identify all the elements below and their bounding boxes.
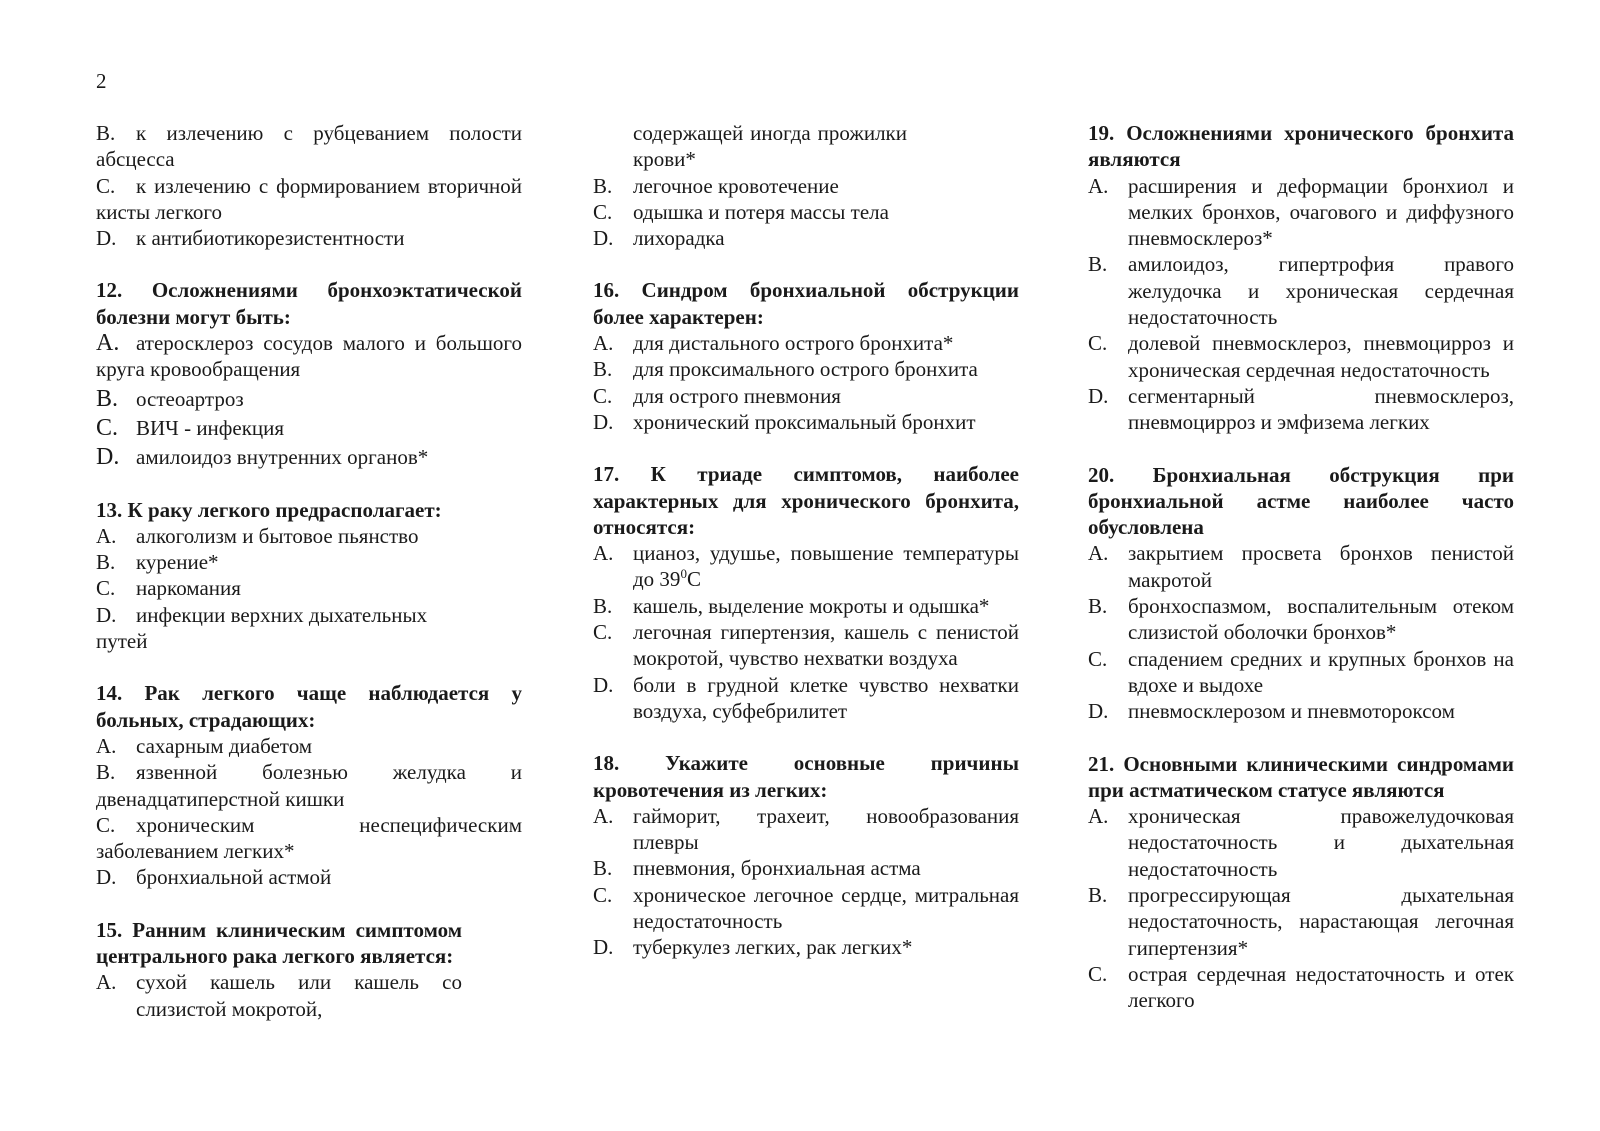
option-d: D. туберкулез легких, рак легких* bbox=[593, 935, 913, 960]
question-stem: 18. Укажите основные причины кровотечения из легких: bbox=[593, 751, 1019, 802]
column-1 bbox=[96, 120, 522, 1048]
question-stem: 15. Ранним клиническим симптомом центрального рака легкого является: bbox=[96, 917, 462, 969]
option-d: D. боли в грудной клетке чувство нехватки воздуха, субфебрилитет bbox=[593, 672, 1019, 723]
question-21 bbox=[1088, 751, 1514, 1014]
question-12 bbox=[96, 277, 522, 470]
option-c: C. острая сердечная недостаточность и отек легкого bbox=[1088, 961, 1514, 1013]
option-a: A. расширения и деформации бронхиол и мелких бронхов, очагового и диффузного пневмосклероз* bbox=[1088, 173, 1514, 251]
option-d: D. к антибиотикорезистентности bbox=[96, 226, 405, 251]
question-stem: 17. К триаде симптомов, наиболее характерных для хронического бронхита, относятся: bbox=[593, 462, 1019, 539]
option-b: B. кашель, выделение мокроты и одышка* bbox=[593, 593, 990, 618]
option-a: A. хроническая правожелудочковая недостаточность и дыхательная недостаточность bbox=[1088, 804, 1514, 881]
option-b: B. язвенной болезнью желудка и двенадцатиперстной кишки bbox=[96, 760, 522, 811]
option-a: A. для дистального острого бронхита* bbox=[593, 331, 954, 356]
option-a: A. закрытием просвета бронхов пенистой макротой bbox=[1088, 541, 1514, 592]
option-b: B. амилоидоз, гипертрофия правого желудочка и хроническая сердечная недостаточность bbox=[1088, 252, 1514, 330]
option-b: B. курение* bbox=[96, 550, 219, 575]
option-b: B. остеоартроз bbox=[96, 385, 244, 412]
option-c: C. спадением средних и крупных бронхов на вдохе и выдохе bbox=[1088, 646, 1514, 697]
option-a-continuation: содержащей иногда прожилки крови* bbox=[633, 121, 907, 172]
question-19 bbox=[1088, 120, 1514, 436]
option-a: A. атеросклероз сосудов малого и большого круга кровообращения bbox=[96, 330, 522, 382]
column-3 bbox=[1088, 120, 1514, 1040]
option-c: C. наркомания bbox=[96, 576, 241, 601]
option-a: A. сухой кашель или кашель со слизистой мокротой, bbox=[96, 970, 462, 1021]
question-13 bbox=[96, 497, 522, 655]
option-d: D. сегментарный пневмосклероз, пневмоцирроз и эмфизема легких bbox=[1088, 383, 1514, 435]
option-a: A. алкоголизм и бытовое пьянство bbox=[96, 523, 419, 548]
option-a: A. цианоз, удушье, повышение температуры до $39^0С$ bbox=[593, 541, 1019, 592]
question-18 bbox=[593, 750, 1019, 960]
question-stem: 21. Основными клиническими синдромами при астматическом статусе являются bbox=[1088, 751, 1514, 802]
option-d: D. лихорадка bbox=[593, 226, 725, 251]
option-d: D. амилоидоз внутренних органов* bbox=[96, 444, 429, 471]
option-c: C. одышка и потеря массы тела bbox=[593, 199, 889, 224]
question-17 bbox=[593, 461, 1019, 724]
question-stem: 14. Рак легкого чаще наблюдается у больных, страдающих: bbox=[96, 681, 522, 732]
option-a: A. гайморит, трахеит, новообразования плевры bbox=[593, 803, 1019, 855]
option-d: D. пневмосклерозом и пневмотороксом bbox=[1088, 699, 1455, 724]
question-11-tail bbox=[96, 120, 522, 251]
option-b: B. к излечению с рубцеванием полости абсцесса bbox=[96, 121, 522, 172]
page-number: 2 bbox=[96, 69, 107, 93]
column-2 bbox=[593, 120, 1019, 987]
question-stem: 16. Синдром бронхиальной обструкции более характерен: bbox=[593, 278, 1019, 329]
option-b: B. для проксимального острого бронхита bbox=[593, 357, 978, 382]
option-a: A. сахарным диабетом bbox=[96, 733, 313, 758]
question-15 bbox=[96, 917, 462, 1022]
option-c: C. хроническим неспецифическим заболеванием легких* bbox=[96, 812, 522, 864]
option-c: C. ВИЧ - инфекция bbox=[96, 414, 285, 441]
option-c: C. долевой пневмосклероз, пневмоцирроз и хроническая сердечная недостаточность bbox=[1088, 331, 1514, 382]
option-b: B. прогрессирующая дыхательная недостаточность, нарастающая легочная гипертензия* bbox=[1088, 883, 1514, 960]
option-c: C. хроническое легочное сердце, митральная недостаточность bbox=[593, 882, 1019, 934]
question-stem: 19. Осложнениями хронического бронхита являются bbox=[1088, 121, 1514, 172]
option-d: D. хронический проксимальный бронхит bbox=[593, 409, 976, 434]
question-20 bbox=[1088, 462, 1514, 725]
question-16 bbox=[593, 277, 1019, 435]
question-stem: 13. К раку легкого предрасполагает: bbox=[96, 497, 442, 522]
question-stem: 12. Осложнениями бронхоэктатической болезни могут быть: bbox=[96, 278, 522, 329]
option-b: B. легочное кровотечение bbox=[593, 173, 839, 198]
option-b: B. пневмония, бронхиальная астма bbox=[593, 856, 921, 881]
question-stem: 20. Бронхиальная обструкция при бронхиальной астме наиболее часто обусловлена bbox=[1088, 462, 1514, 540]
question-15-tail bbox=[593, 120, 1019, 251]
option-b: B. бронхоспазмом, воспалительным отеком слизистой оболочки бронхов* bbox=[1088, 594, 1514, 645]
superscript: 0 bbox=[680, 566, 687, 582]
option-c: C. к излечению с формированием вторичной кисты легкого bbox=[96, 173, 522, 224]
option-c: C. легочная гипертензия, кашель с пенистой мокротой, чувство нехватки воздуха bbox=[593, 620, 1019, 671]
option-d: D. бронхиальной астмой bbox=[96, 865, 332, 890]
option-d: D. инфекции верхних дыхательных путей bbox=[96, 602, 428, 654]
question-14 bbox=[96, 680, 522, 890]
option-c: C. для острого пневмония bbox=[593, 383, 841, 408]
